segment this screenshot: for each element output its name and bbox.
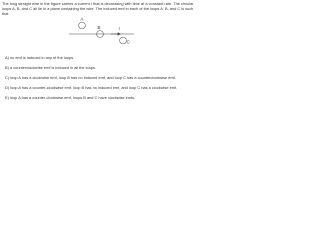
question-intro: The long straight wire in the figure carries a current I that is decreasing with time at a constant rate. The circular loops A, B, and C all lie in a plane containing the wire. The induced emf in each of the loops A, B, and C is such that (2, 1, 194, 16)
option-b[interactable]: B) a counterclockwise emf is induced in all the loops. (5, 64, 97, 70)
loop-b-label: B (97, 25, 101, 31)
current-label: I (118, 26, 120, 31)
loop-c-label: C (126, 39, 130, 45)
loop-a-label: A (80, 16, 84, 22)
loop-a (79, 22, 86, 29)
answer-options (5, 56, 198, 105)
current-arrowhead (118, 32, 121, 35)
loop-c (120, 37, 127, 44)
option-d[interactable]: D) loop A has a counter-clockwise emf, loop B has no induced emf, and loop C has a clockwise emf. (5, 84, 178, 90)
option-a[interactable]: A) no emf is induced in any of the loops. (5, 55, 75, 60)
option-c[interactable]: C) loop A has a clockwise emf, loop B has no induced emf, and loop C has a counterclockwise emf. (5, 74, 176, 80)
option-e[interactable]: E) loop A has a counter-clockwise emf, loops B and C have clockwise emfs. (5, 94, 136, 100)
